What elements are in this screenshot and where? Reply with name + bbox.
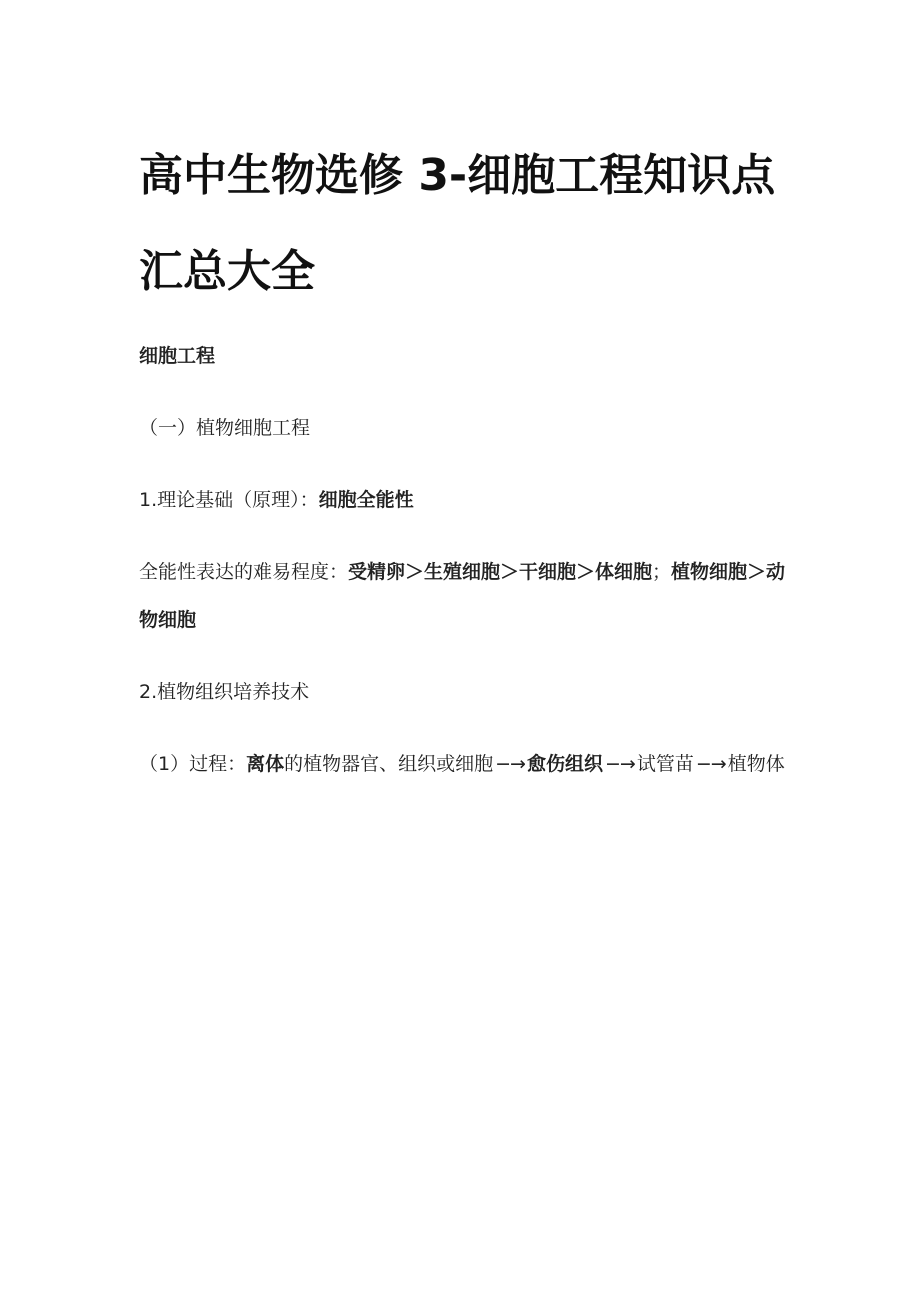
totipotency-label: 全能性表达的难易程度：	[139, 561, 349, 583]
arrow-2: −→	[604, 753, 635, 775]
totipotency-chain-1: 受精卵＞生殖细胞＞干细胞＞体细胞	[348, 561, 653, 583]
process-callus: 愈伤组织	[526, 753, 603, 775]
page-title	[139, 0, 789, 320]
process-plant: 植物体	[727, 753, 785, 775]
process-explant: 离体	[246, 753, 285, 775]
process-explant-desc: 的植物器官、组织或细胞	[284, 753, 494, 775]
arrow-1: −→	[495, 753, 525, 775]
process-plantlet: 试管苗	[636, 753, 694, 775]
arrow-3: −→	[695, 753, 726, 775]
theory-basis-value: 细胞全能性	[318, 489, 414, 511]
section-heading: 细胞工程	[139, 345, 216, 367]
process-label: （1）过程：	[139, 753, 247, 775]
tissue-culture-heading: 2.植物组织培养技术	[139, 681, 310, 703]
subsection-heading: （一）植物细胞工程	[139, 417, 311, 439]
totipotency-chain-2: 植物细胞＞动物细胞	[139, 561, 786, 631]
document-page	[139, 0, 789, 788]
title-line-1: 高中生物选修 3-细胞工程知识点	[139, 150, 776, 201]
totipotency-separator: ；	[652, 561, 672, 583]
title-line-2: 汇总大全	[139, 246, 315, 297]
process-paragraph	[139, 740, 789, 788]
theory-basis-paragraph	[139, 476, 789, 524]
totipotency-paragraph	[139, 548, 789, 644]
theory-basis-label: 1.理论基础（原理）：	[139, 489, 319, 511]
